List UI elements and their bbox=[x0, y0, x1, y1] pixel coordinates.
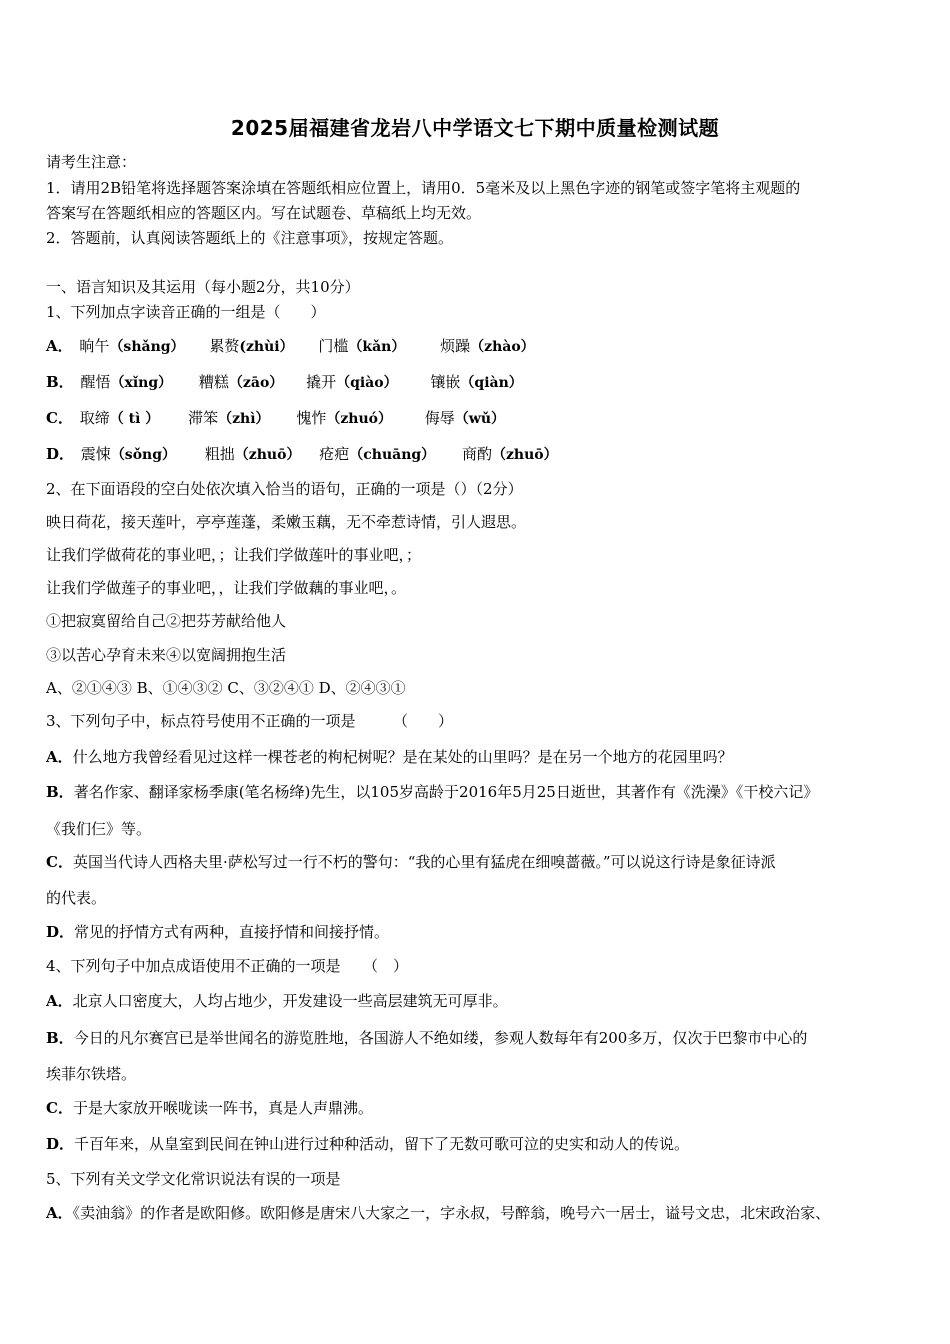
question-1-stem: 1、下列加点字读音正确的一组是（ ） bbox=[46, 303, 326, 321]
q4-option-a: A．北京人口密度大，人均占地少，开发建设一些高层建筑无可厚非。 bbox=[46, 992, 508, 1010]
q2-passage-line: 让我们学做荷花的事业吧，；让我们学做莲叶的事业吧，； bbox=[46, 546, 422, 564]
q3-option-c: C．英国当代诗人西格夫里·萨松写过一行不朽的警句：“我的心里有猛虎在细嗅蔷薇。”可以说这行诗是象征诗派 bbox=[46, 853, 776, 871]
question-2-stem: 2、在下面语段的空白处依次填入恰当的语句，正确的一项是（）（2分） bbox=[46, 480, 523, 498]
word: 商酌（zhuō） bbox=[461, 445, 558, 463]
word: 愧怍（zhuó） bbox=[296, 409, 392, 427]
word: 撬开（qiào） bbox=[306, 373, 398, 391]
question-4-stem: 4、下列句子中加点成语使用不正确的一项是 （ ） bbox=[46, 957, 409, 975]
option-label: A． bbox=[46, 337, 73, 355]
page-title: 2025届福建省龙岩八中学语文七下期中质量检测试题 bbox=[230, 116, 720, 140]
question-5-stem: 5、下列有关文学文化常识说法有误的一项是 bbox=[46, 1170, 341, 1188]
q1-option-d bbox=[46, 444, 558, 465]
q4-option-b: B．今日的凡尔赛宫已是举世闻名的游览胜地，各国游人不绝如缕，参观人数每年有200多万，仅次于巴黎市中心的 bbox=[46, 1029, 808, 1047]
q2-answer-options: A、②①④③ B、①④③② C、③②④① D、②④③① bbox=[46, 679, 406, 697]
word: 滞笨（zhì） bbox=[188, 409, 270, 427]
word: 侮辱（wǔ） bbox=[424, 409, 506, 427]
word: 醒悟（xǐng） bbox=[80, 373, 173, 391]
notice-line: 1．请用2B铅笔将选择题答案涂填在答题纸相应位置上，请用0．5毫米及以上黑色字迹的钢笔或签字笔将主观题的 bbox=[46, 179, 801, 197]
word: 疮疤（chuāng） bbox=[319, 445, 436, 463]
option-label: D． bbox=[46, 445, 75, 463]
word: 晌午（shǎng） bbox=[79, 337, 185, 355]
q3-option-b-cont: 《我们仨》等。 bbox=[46, 820, 152, 838]
q4-option-b-cont: 埃菲尔铁塔。 bbox=[46, 1065, 137, 1083]
word: 门槛（kǎn） bbox=[318, 337, 406, 355]
word: 取缔（ tì ） bbox=[79, 409, 160, 427]
option-label: B． bbox=[46, 373, 74, 391]
q3-option-d: D．常见的抒情方式有两种，直接抒情和间接抒情。 bbox=[46, 923, 390, 941]
option-label: C． bbox=[46, 409, 73, 427]
q2-choice-line: ①把寂寞留给自己②把芬芳献给他人 bbox=[46, 612, 287, 630]
q2-choice-line: ③以苦心孕育未来④以宽阔拥抱生活 bbox=[46, 646, 287, 664]
q4-option-d: D．千百年来，从皇室到民间在钟山进行过种种活动，留下了无数可歌可泣的史实和动人的传说。 bbox=[46, 1135, 690, 1153]
q4-option-c: C．于是大家放开喉咙读一阵书，真是人声鼎沸。 bbox=[46, 1099, 373, 1117]
q5-option-a: A．《卖油翁》的作者是欧阳修。欧阳修是唐宋八大家之一，字永叔，号醉翁，晚号六一居士，谥号文忠，北宋政治家、 bbox=[46, 1204, 831, 1222]
question-3-stem: 3、下列句子中，标点符号使用不正确的一项是 （ ） bbox=[46, 712, 454, 730]
word: 累赘(zhùi） bbox=[209, 337, 294, 355]
notice-line: 答案写在答题纸相应的答题区内。写在试题卷、草稿纸上均无效。 bbox=[46, 204, 482, 222]
word: 镶嵌（qiàn） bbox=[430, 373, 523, 391]
q1-option-c bbox=[46, 408, 505, 429]
section-heading: 一、语言知识及其运用（每小题2分，共10分） bbox=[46, 278, 360, 296]
q3-option-b: B．著名作家、翻译家杨季康(笔名杨绛)先生，以105岁高龄于2016年5月25日逝世，其著作有《洗澡》《干校六记》 bbox=[46, 783, 819, 801]
word: 烦躁（zhào） bbox=[440, 337, 535, 355]
word: 震悚（sǒng） bbox=[80, 445, 176, 463]
notice-line: 2．答题前，认真阅读答题纸上的《注意事项》，按规定答题。 bbox=[46, 229, 454, 247]
q3-option-c-cont: 的代表。 bbox=[46, 889, 107, 907]
q2-passage-line: 映日荷花，接天莲叶，亭亭莲蓬，柔嫩玉藕，无不牵惹诗情，引人遐思。 bbox=[46, 513, 527, 531]
word: 粗拙（zhuō） bbox=[204, 445, 301, 463]
q1-option-a bbox=[46, 336, 535, 357]
word: 糟糕（zāo） bbox=[198, 373, 284, 391]
notice-heading: 请考生注意： bbox=[46, 153, 137, 171]
q2-passage-line: 让我们学做莲子的事业吧，，让我们学做藕的事业吧，。 bbox=[46, 579, 407, 597]
q3-option-a: A．什么地方我曾经看见过这样一棵苍老的枸杞树呢？是在某处的山里吗？是在另一个地方的花园里吗？ bbox=[46, 748, 733, 766]
q1-option-b bbox=[46, 372, 523, 393]
